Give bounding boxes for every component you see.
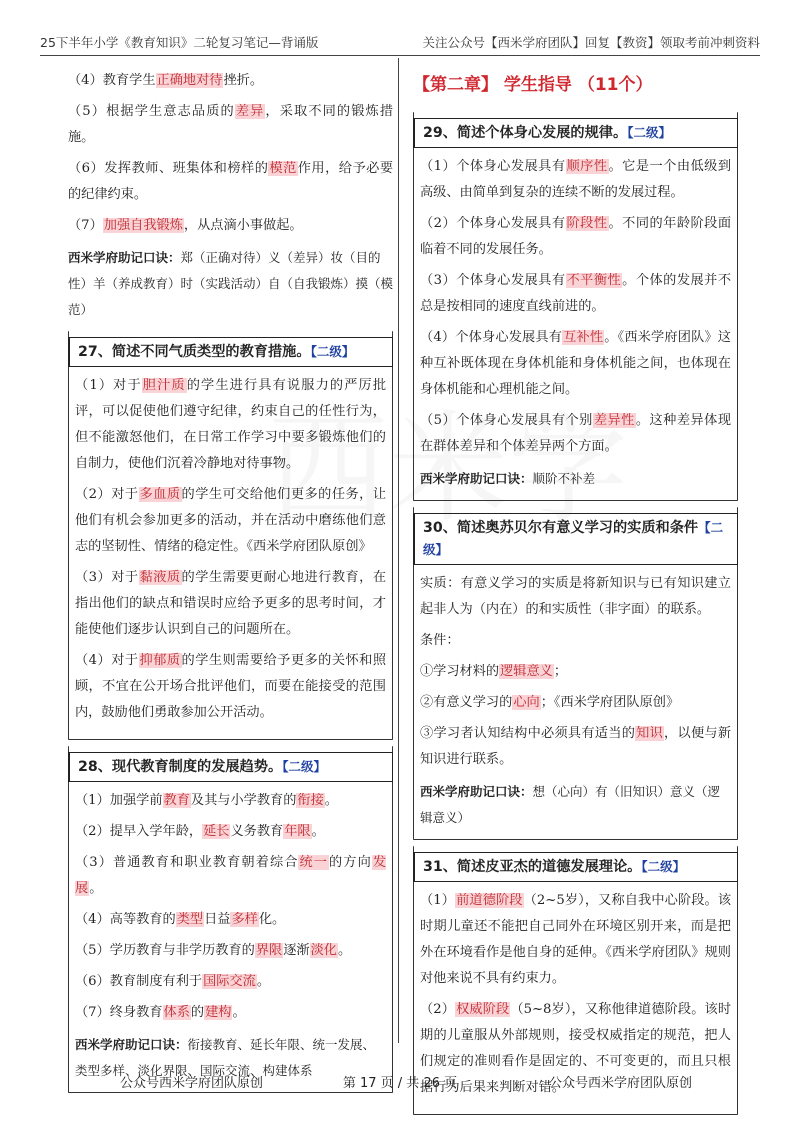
level-badge: 【二级】: [423, 520, 724, 557]
question-title: 29、简述个体身心发展的规律。【二级】: [413, 118, 738, 148]
paragraph: （5）个体身心发展具有个别差异性。这种差异体现在群体差异和个体差异两个方面。: [420, 413, 732, 454]
highlight: 类型: [176, 912, 204, 927]
footer-right: 公众号西米学府团队原创: [548, 1076, 692, 1091]
highlight: 衔接: [297, 793, 324, 808]
page-number: 第 17 页 / 共 26 页: [342, 1076, 458, 1091]
paragraph: （4）教育学生正确地对待挫折。: [68, 73, 264, 88]
paragraph: （5）根据学生意志品质的差异，采取不同的锻炼措施。: [68, 104, 394, 145]
level-badge: 【二级】: [310, 344, 355, 359]
question-27: [68, 331, 393, 740]
highlight: 淡化: [310, 943, 337, 958]
mnemonic: 西米学府助记口诀：顺阶不补差: [420, 471, 596, 486]
highlight: 国际交流: [203, 974, 256, 989]
paragraph: （1）个体身心发展具有顺序性。它是一个由低级到高级、由简单到复杂的连续不断的发展过程。: [420, 159, 732, 200]
highlight: 心向: [513, 695, 540, 710]
highlight: 逻辑意义: [500, 664, 553, 679]
page-footer: [0, 1072, 800, 1092]
question-title: 30、简述奥苏贝尔有意义学习的实质和条件【二级】: [413, 513, 738, 565]
highlight: 差异性: [593, 413, 635, 428]
level-badge: 【二级】: [641, 859, 686, 874]
paragraph: （4）个体身心发展具有互补性。《西米学府团队》这种互补既体现在身体机能和身体机能之间，也体现在身体机能和心理机能之间。: [420, 330, 731, 397]
paragraph: （7）终身教育体系的建构。: [75, 1005, 246, 1020]
paragraph: 实质：有意义学习的实质是将新知识与已有知识建立起非人为（内在）的和实质性（非字面）的联系。: [420, 576, 731, 617]
highlight: 多样: [231, 912, 258, 927]
question-29: [413, 112, 738, 501]
highlight: 阶段性: [566, 216, 608, 231]
paragraph: （1）对于胆汁质的学生进行具有说服力的严厉批评，可以促使他们遵守纪律，约束自己的任性行为，但不能激怒他们，在日常工作学习中要多锻炼他们的自制力，使他们沉着冷静地对待事物。: [75, 378, 387, 471]
highlight: 权威阶段: [456, 1002, 510, 1017]
paragraph: （2）提早入学年龄，延长义务教育年限。: [75, 824, 325, 839]
highlight: 教育: [163, 793, 190, 808]
highlight: 统一: [299, 855, 329, 870]
question-30: [413, 507, 738, 840]
right-column: [413, 68, 738, 1121]
footer-left: 公众号西米学府团队原创: [120, 1076, 264, 1091]
paragraph: （1）加强学前教育及其与小学教育的衔接。: [75, 793, 338, 808]
highlight: 多血质: [139, 487, 181, 502]
paragraph: ③学习者认知结构中必须具有适当的知识，以便与新知识进行联系。: [420, 726, 732, 767]
header-right: 关注公众号【西米学府团队】回复【教资】领取考前冲刺资料: [422, 35, 760, 50]
question-title: 27、简述不同气质类型的教育措施。【二级】: [68, 337, 393, 367]
highlight: 前道德阶段: [456, 893, 523, 908]
paragraph: （3）对于黏液质的学生需要更耐心地进行教育，在指出他们的缺点和错误时应给予更多的思考时间，才能使他们逐步认识到自己的问题所在。: [75, 570, 387, 637]
highlight: 年限: [284, 824, 311, 839]
highlight: 差异: [235, 104, 265, 119]
highlight: 延长: [203, 824, 230, 839]
highlight: 黏液质: [139, 570, 181, 585]
level-badge: 【二级】: [627, 125, 671, 140]
paragraph: （2）个体身心发展具有阶段性。不同的年龄阶段面临着不同的发展任务。: [420, 216, 732, 257]
paragraph: （3）普通教育和职业教育朝着综合统一的方向发展。: [75, 855, 387, 896]
level-badge: 【二级】: [282, 759, 326, 774]
mnemonic: 西米学府助记口诀：想（心向）有（旧知识）意义（逻辑意义）: [420, 784, 721, 825]
paragraph: （4）对于抑郁质的学生则需要给予更多的关怀和照顾，不宜在公开场合批评他们，而要在能接受的范围内，鼓励他们勇敢参加公开活动。: [75, 653, 387, 720]
highlight: 发展: [75, 855, 387, 896]
highlight: 正确地对待: [156, 73, 223, 88]
paragraph: （6）教育制度有利于国际交流。: [75, 974, 271, 989]
paragraph: （2）对于多血质的学生可交给他们更多的任务，让他们有机会参加更多的活动，并在活动中磨练他们意志的坚韧性、情绪的稳定性。《西米学府团队原创》: [75, 487, 387, 554]
highlight: 知识: [636, 726, 664, 741]
paragraph: （2）权威阶段（5~8岁），又称他律道德阶段。该时期的儿童服从外部规则，接受权威指定的规范，把人们规定的准则看作是固定的、不可变更的，而且只根据行为后果来判断对错。: [420, 1002, 732, 1095]
left-column: [68, 68, 393, 1099]
question-title: 28、现代教育制度的发展趋势。【二级】: [68, 752, 393, 782]
highlight: 顺序性: [566, 159, 608, 174]
highlight: 胆汁质: [142, 378, 186, 393]
paragraph: ①学习材料的逻辑意义；: [420, 664, 568, 679]
header-left: 25下半年小学《教育知识》二轮复习笔记—背诵版: [40, 35, 319, 50]
chapter-title: 【第二章】 学生指导 （11个）: [413, 75, 653, 95]
highlight: 界限: [255, 943, 283, 958]
paragraph: （1）前道德阶段（2~5岁），又称自我中心阶段。该时期儿童还不能把自己同外在环境区别开来，而是把外在环境看作是他自身的延伸。《西米学府团队》规则对他来说不具有约束力。: [420, 893, 732, 986]
question-title: 31、简述皮亚杰的道德发展理论。【二级】: [413, 852, 738, 882]
highlight: 体系: [163, 1005, 190, 1020]
highlight: 互补性: [563, 330, 604, 345]
paragraph: ②有意义学习的心向；《西米学府团队原创》: [420, 695, 680, 710]
paragraph: （6）发挥教师、班集体和榜样的模范作用，给予必要的纪律约束。: [68, 161, 394, 202]
highlight: 不平衡性: [566, 273, 622, 288]
highlight: 建构: [205, 1005, 232, 1020]
paragraph: （7）加强自我锻炼，从点滴小事做起。: [68, 218, 303, 233]
highlight: 抑郁质: [139, 653, 181, 668]
question-28: [68, 746, 393, 1093]
mnemonic: 西米学府助记口诀：衔接教育、延长年限、统一发展、类型多样、淡化界限、国际交流、构建体系: [75, 1037, 376, 1078]
highlight: 加强自我锻炼: [103, 218, 183, 233]
column-divider: [398, 58, 399, 1043]
paragraph: 条件：: [420, 633, 460, 648]
paragraph: （4）高等教育的类型日益多样化。: [75, 912, 286, 927]
paragraph: （5）学历教育与非学历教育的界限逐渐淡化。: [75, 943, 352, 958]
paragraph: （3）个体身心发展具有不平衡性。个体的发展并不总是按相同的速度直线前进的。: [420, 273, 732, 314]
page-header: [40, 34, 760, 56]
highlight: 模范: [269, 161, 297, 176]
mnemonic: 西米学府助记口诀：郑（正确对待）义（差异）妆（目的性）羊（养成教育）时（实践活动）自（自我锻炼）摸（模范）: [68, 250, 394, 317]
